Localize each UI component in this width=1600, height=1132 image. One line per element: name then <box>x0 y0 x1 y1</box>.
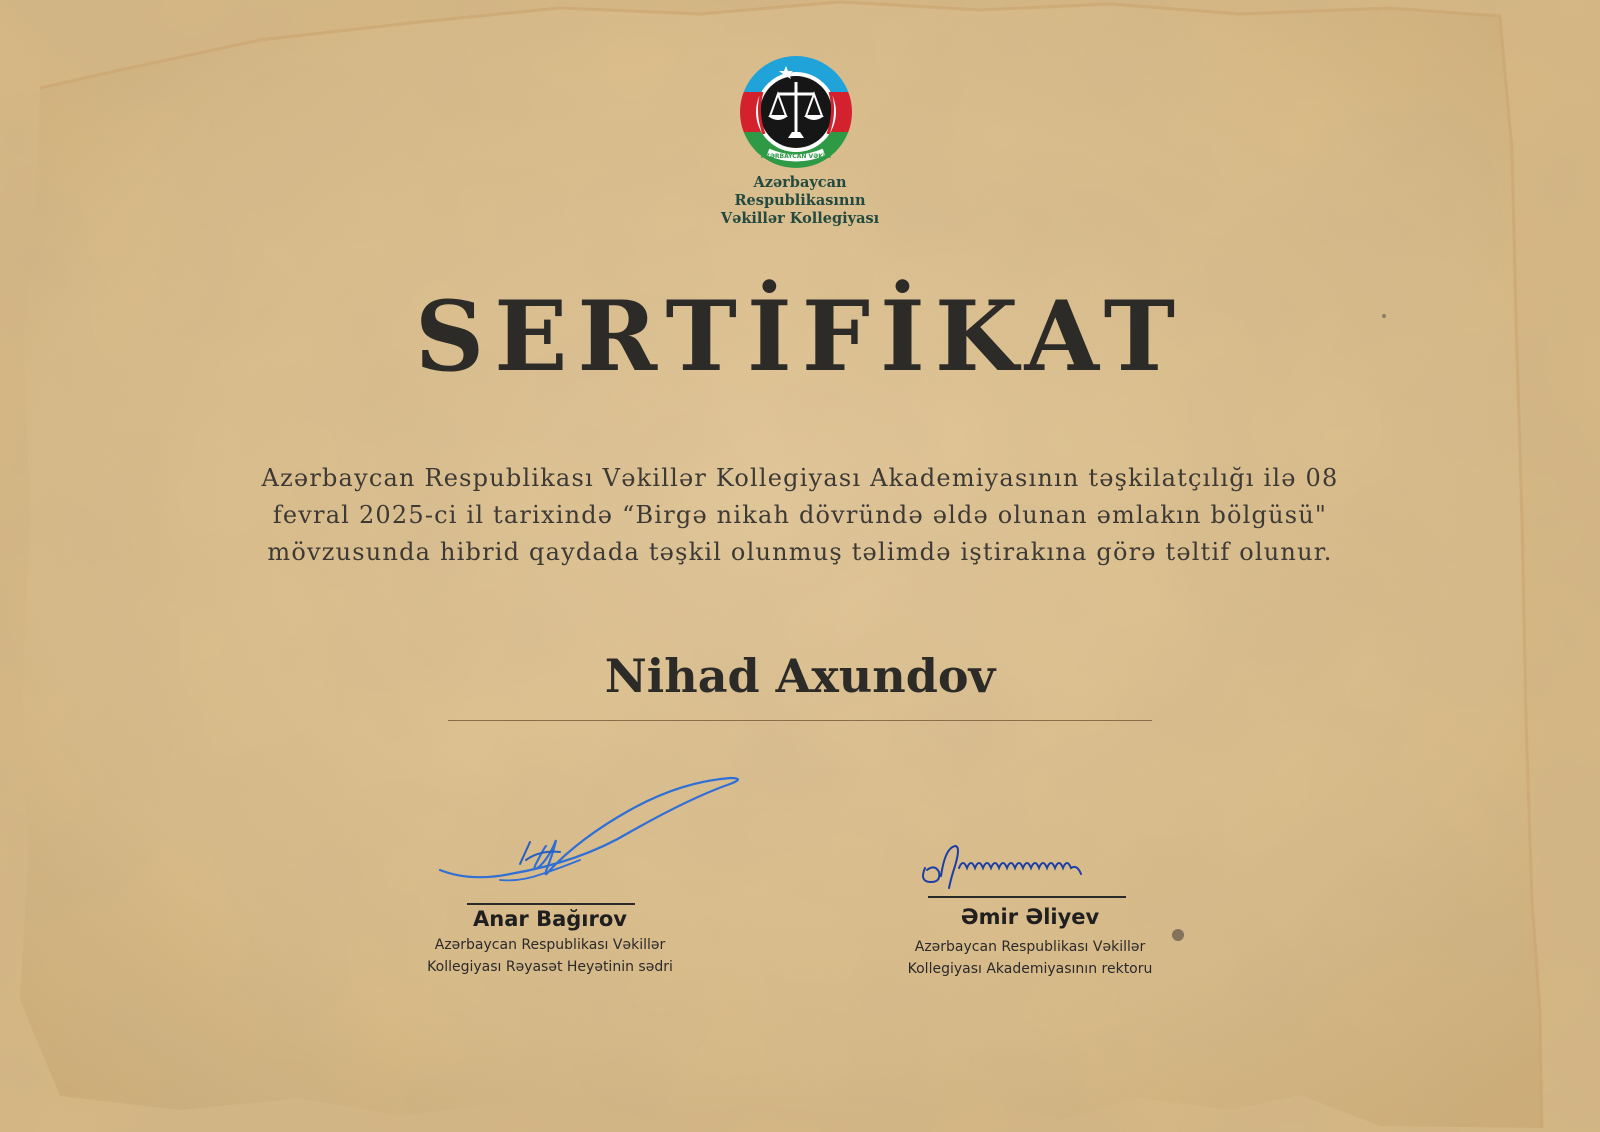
certificate-title: SERTİFİKAT <box>414 280 1186 393</box>
signature-emir-eliyev <box>915 838 1125 898</box>
signatory-role-line: Kollegiyası Rəyasət Heyətinin sədri <box>427 959 673 975</box>
signatory-role <box>380 934 720 978</box>
emblem-text: AZƏRBAYCAN VƏKİLİ <box>760 153 832 160</box>
bar-association-emblem <box>738 54 854 170</box>
recipient-underline <box>448 720 1152 721</box>
organization-line: Vəkillər Kollegiyası <box>720 210 880 227</box>
signatory-role-line: Azərbaycan Respublikası Vəkillər <box>434 937 666 953</box>
body-line: fevral 2025-ci il tarixində “Birgə nikah dövründə əldə olunan əmlakın bölgüsü" <box>272 501 1328 529</box>
signatory-role <box>860 936 1200 980</box>
signatory-name: Əmir Əliyev <box>960 905 1100 929</box>
body-line: mövzusunda hibrid qaydada təşkil olunmuş təlimdə iştirakına görə təltif olunur. <box>267 538 1333 566</box>
signatory-role-line: Azərbaycan Respublikası Vəkillər <box>914 939 1146 955</box>
organization-line: Respublikasının <box>734 192 866 209</box>
body-line: Azərbaycan Respublikası Vəkillər Kollegiyası Akademiyasının təşkilatçılığı ilə 08 <box>261 464 1339 492</box>
organization-line: Azərbaycan <box>753 174 847 191</box>
signature-line <box>467 903 635 905</box>
signature-anar-bagirov <box>430 770 770 910</box>
organization-name <box>650 174 950 228</box>
signature-line <box>928 896 1126 898</box>
recipient-name: Nihad Axundov <box>604 649 996 703</box>
signatory-role-line: Kollegiyası Akademiyasının rektoru <box>907 961 1153 977</box>
signatory-name: Anar Bağırov <box>473 907 627 931</box>
certificate-body <box>180 460 1420 571</box>
